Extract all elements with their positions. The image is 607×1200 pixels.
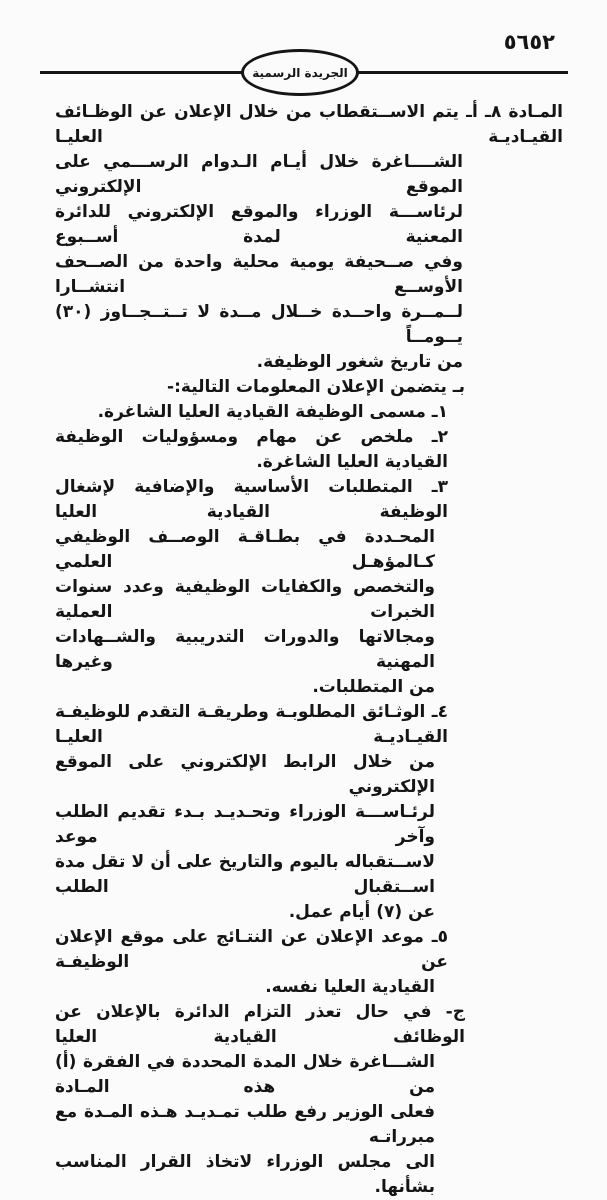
text-line: ٥ـ موعد الإعلان عن النتـائج على موقع الإعلان عن الوظيفـة — [55, 927, 448, 972]
text-line: بـ يتضمن الإعلان المعلومات التالية:- — [167, 377, 465, 397]
text-line: ومجالاتها والدورات التدريبية والشــهادات المهنية وغيرها — [55, 627, 435, 672]
text-line: الشـــاغرة خلال المدة المحددة في الفقرة (أ) من هذه المـادة — [55, 1052, 435, 1097]
text-line: من المتطلبات. — [312, 677, 435, 697]
gazette-seal-label: الجريدة الرسمية — [252, 66, 348, 80]
text-line: فعلى الوزير رفع طلب تمـديـد هـذه المـدة مع مبرراتـه — [55, 1102, 435, 1147]
text-line: وفي صــحيفة يومية محلية واحدة من الصــحف الأوســع انتشــارا — [55, 252, 463, 297]
text-line: من تاريخ شغور الوظيفة. — [256, 352, 463, 372]
text-line: القيادية العليا نفسه. — [265, 977, 435, 997]
text-line: والتخصص والكفايات الوظيفية وعدد سنوات الخبرات العملية — [55, 577, 435, 622]
text-line: المحـددة في بطـاقـة الوصــف الوظيفي كـالمؤهـل العلمي — [55, 527, 435, 572]
gazette-seal — [241, 49, 359, 96]
article-body — [0, 100, 607, 1200]
text-line: عن (٧) أيام عمل. — [288, 902, 435, 922]
text-line: الشــــاغرة خلال أيـام الـدوام الرســـمي على الموقع الإلكتروني — [55, 152, 463, 197]
text-line: ٣ـ المتطلبات الأساسية والإضافية لإشغال الوظيفة القيادية العليا — [55, 477, 448, 522]
text-line: لرئـاســـة الوزراء وتحـديـد بـدء تقديم الطلب وآخر موعد — [55, 802, 435, 847]
text-line: ٢ـ ملخص عن مهام ومسؤوليات الوظيفة القيادية العليا الشاغرة. — [55, 427, 448, 472]
page-number: ٥٦٥٢ — [503, 30, 555, 54]
text-line: الى مجلس الوزراء لاتخاذ القرار المناسب بشأنها. — [55, 1152, 435, 1197]
text-line: المـادة ٨ـ أـ يتم الاســتقطاب من خلال الإعلان عن الوظـائف القيـاديـة العليـا — [55, 102, 564, 147]
text-line: ج- في حال تعذر التزام الدائرة بالإعلان عن الوظائف القيادية العليا — [55, 1002, 465, 1047]
text-line: ٤ـ الوثـائق المطلوبـة وطريقـة التقدم للوظيفـة القيـاديـة العليـا — [55, 702, 448, 747]
text-line: ١ـ مسمى الوظيفة القيادية العليا الشاغرة. — [97, 402, 448, 422]
text-line: لــمــرة واحــدة خــلال مــدة لا تــتــجــاوز (٣٠) يــومــاً — [55, 302, 463, 347]
text-line: لرئاســـة الوزراء والموقع الإلكتروني للدائرة المعنية لمدة أســبوع — [55, 202, 463, 247]
text-line: من خلال الرابط الإلكتروني على الموقع الإلكتروني — [55, 752, 435, 797]
text-line: لاســتقباله باليوم والتاريخ على أن لا تقل مدة اســتقبال الطلب — [55, 852, 435, 897]
